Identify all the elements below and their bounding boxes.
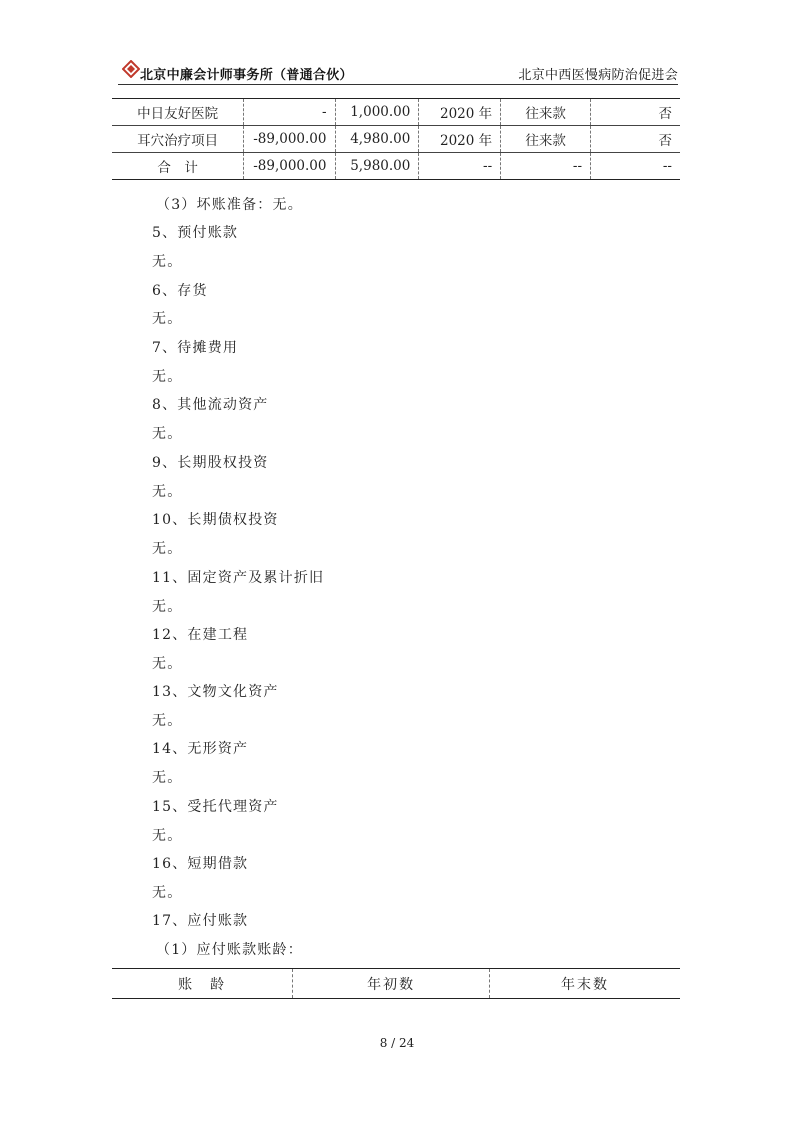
- section-heading: 6、存货: [152, 283, 208, 299]
- note-line: 无。: [152, 426, 183, 442]
- receivables-table: [112, 98, 680, 180]
- note-line: 无。: [152, 311, 183, 327]
- page-header: [118, 58, 678, 85]
- note-line: 无。: [152, 254, 183, 270]
- table-cell: 5,980.00: [335, 153, 419, 180]
- table-cell: 否: [591, 99, 680, 126]
- firm-name: 北京中廉会计师事务所（普通合伙）: [140, 68, 353, 83]
- section-heading: 8、其他流动资产: [152, 397, 269, 413]
- table-cell: -89,000.00: [244, 126, 335, 153]
- note-line: 无。: [152, 369, 183, 385]
- table-header-cell: 年初数: [293, 969, 490, 999]
- page-number: 8 / 24: [379, 1036, 415, 1050]
- note-line: 无。: [152, 541, 183, 557]
- note-line: 无。: [152, 713, 183, 729]
- table-cell: 2020 年: [419, 126, 501, 153]
- note-line: 无。: [152, 828, 183, 844]
- note-line: 无。: [152, 770, 183, 786]
- note-line: 无。: [152, 484, 183, 500]
- section-heading: 16、短期借款: [152, 856, 249, 872]
- table-row-total: [112, 153, 680, 180]
- firm-logo-icon: [122, 60, 140, 78]
- table-cell: 耳穴治疗项目: [112, 126, 244, 153]
- table-cell: 合 计: [112, 153, 244, 180]
- table-cell: --: [591, 153, 680, 180]
- section-heading: 12、在建工程: [152, 627, 249, 643]
- table-cell: 2020 年: [419, 99, 501, 126]
- section-heading: 7、待摊费用: [152, 340, 239, 356]
- table-cell: 4,980.00: [335, 126, 419, 153]
- section-heading: 15、受托代理资产: [152, 799, 279, 815]
- table-cell: 往来款: [501, 126, 591, 153]
- section-heading: 5、预付账款: [152, 225, 239, 241]
- client-name: 北京中西医慢病防治促进会: [518, 68, 678, 83]
- note-line: 无。: [152, 885, 183, 901]
- section-heading: 14、无形资产: [152, 741, 249, 757]
- table-cell: -89,000.00: [244, 153, 335, 180]
- table-header-row: [112, 969, 680, 999]
- section-heading: 13、文物文化资产: [152, 684, 279, 700]
- table-cell: -: [244, 99, 335, 126]
- section-heading: 9、长期股权投资: [152, 455, 269, 471]
- section-heading: 17、应付账款: [152, 913, 249, 929]
- table-cell: --: [419, 153, 501, 180]
- table-row: [112, 126, 680, 153]
- table-header-cell: 年末数: [490, 969, 680, 999]
- table-cell: 1,000.00: [335, 99, 419, 126]
- note-line: 无。: [152, 599, 183, 615]
- note-line: （3）坏账准备：无。: [156, 197, 303, 213]
- note-line: （1）应付账款账龄：: [156, 942, 303, 958]
- section-heading: 10、长期债权投资: [152, 512, 279, 528]
- note-line: 无。: [152, 656, 183, 672]
- payables-aging-table: [112, 968, 680, 999]
- table-cell: 否: [591, 126, 680, 153]
- section-heading: 11、固定资产及累计折旧: [152, 570, 325, 586]
- table-cell: --: [501, 153, 591, 180]
- table-row: [112, 99, 680, 126]
- table-header-cell: 账 龄: [112, 969, 293, 999]
- table-cell: 往来款: [501, 99, 591, 126]
- table-cell: 中日友好医院: [112, 99, 244, 126]
